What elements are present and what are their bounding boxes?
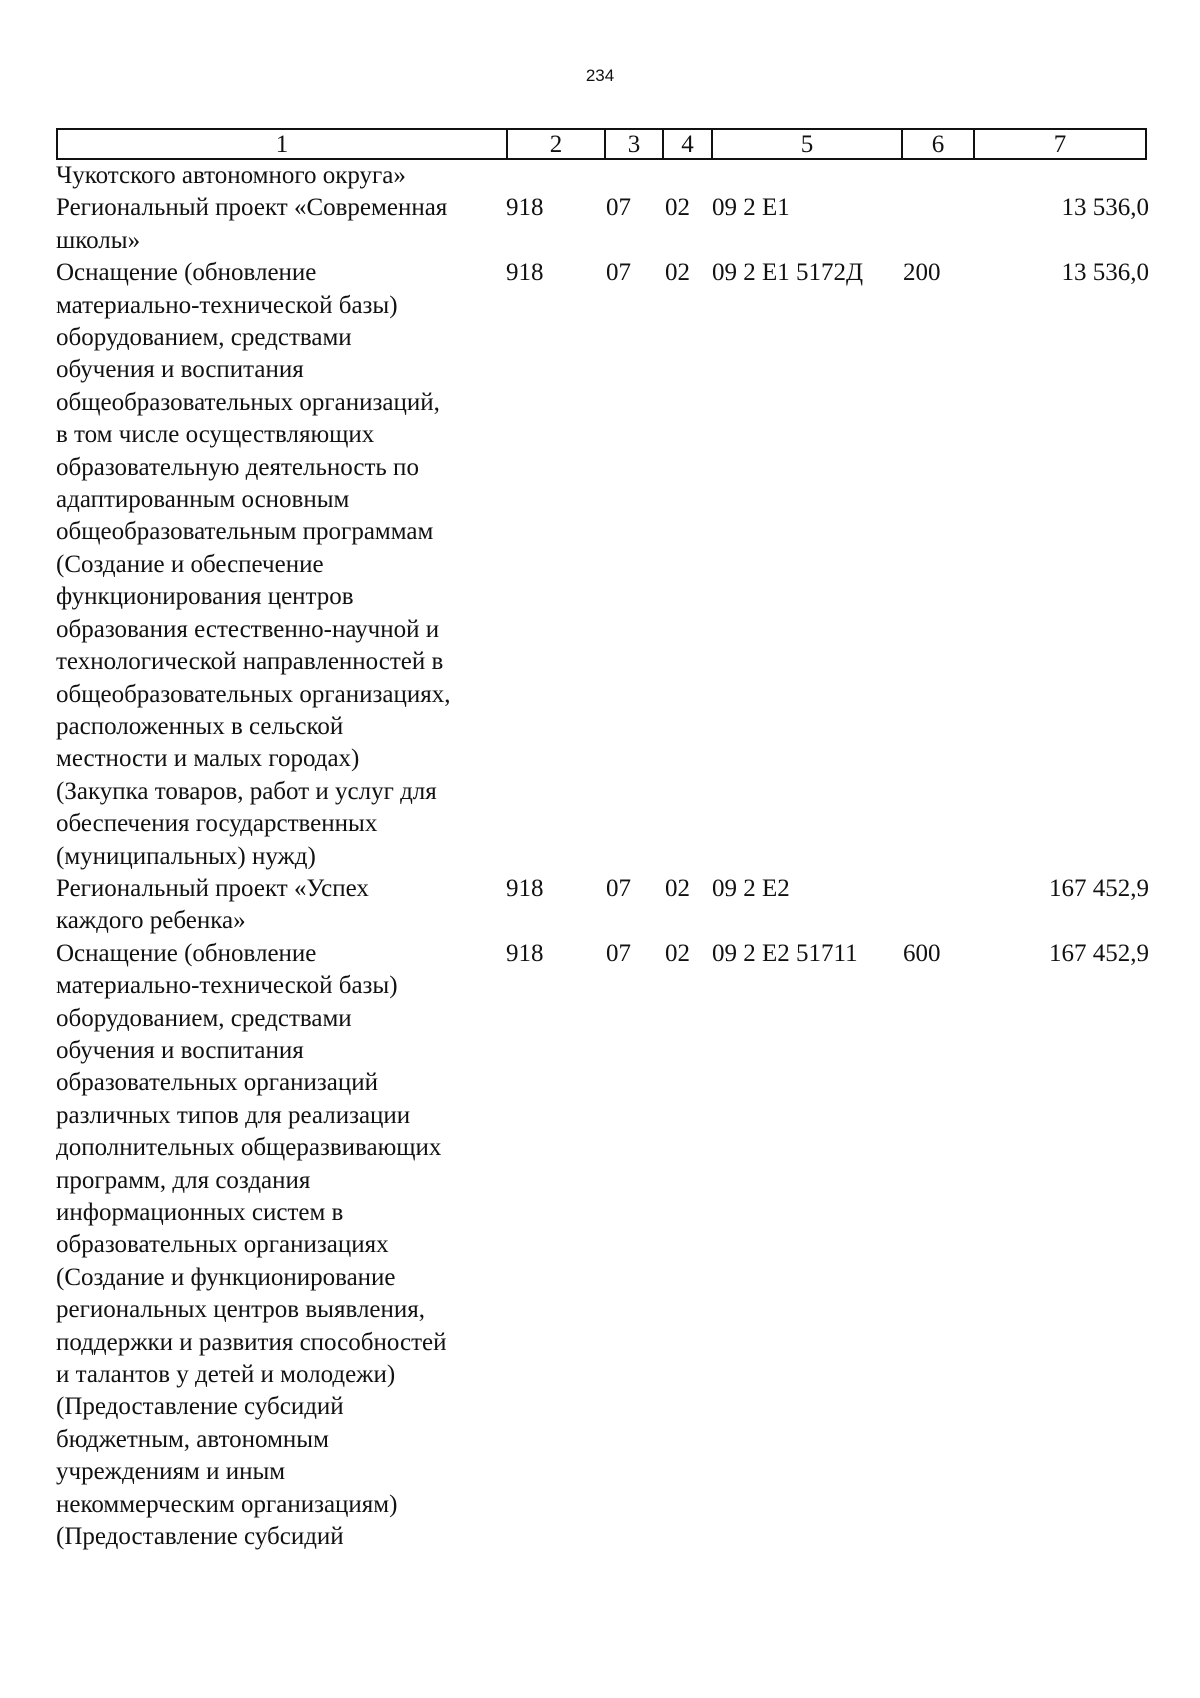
column-header-7: 7 bbox=[973, 128, 1147, 160]
section-code-cell: 07 bbox=[606, 259, 631, 287]
table-row bbox=[56, 160, 1149, 192]
row-name-cell: Оснащение (обновление материально-технической базы) оборудованием, средствами обучения и воспитания образовательных организаций различных типов для реализации дополнительных общеразвивающих программ, для создания информационных систем в образовательных организациях (Создание и функционирование региональных центров выявления, поддержки и развития способностей и талантов у детей и молодежи) (Предоставление субсидий бюджетным, автономным учреждениям и иным некоммерческим организациям) (Предоставление субсидий bbox=[56, 939, 447, 1551]
section-code-cell bbox=[606, 160, 665, 192]
subsection-code-cell: 02 bbox=[665, 939, 690, 967]
column-header-4: 4 bbox=[662, 128, 713, 160]
column-header-5: 5 bbox=[711, 128, 903, 160]
table-header-row bbox=[56, 128, 1149, 160]
row-name-cell: Региональный проект «Современная школы» bbox=[56, 194, 448, 254]
section-code-cell: 07 bbox=[606, 939, 631, 967]
amount-cell: 167 452,9 bbox=[1049, 939, 1149, 967]
column-header-1: 1 bbox=[56, 128, 508, 160]
ministry-code-cell: 918 bbox=[506, 259, 544, 287]
table-row bbox=[56, 873, 1149, 938]
target-article-cell: 09 2 Е2 51711 bbox=[712, 939, 858, 967]
expense-type-cell bbox=[903, 160, 983, 192]
row-name-cell: Региональный проект «Успех каждого ребенка» bbox=[56, 874, 369, 935]
expense-type-cell: 200 bbox=[903, 259, 941, 287]
subsection-code-cell: 02 bbox=[665, 259, 690, 287]
column-header-2: 2 bbox=[506, 128, 606, 160]
ministry-code-cell: 918 bbox=[506, 874, 544, 902]
table-row bbox=[56, 192, 1149, 257]
target-article-cell: 09 2 Е2 bbox=[712, 874, 790, 902]
amount-cell: 13 536,0 bbox=[1061, 259, 1149, 287]
row-name-cell: Оснащение (обновление материально-технической базы) оборудованием, средствами обучения и воспитания общеобразовательных организаций, в том числе осуществляющих образовательную деятельность по адаптированным основным общеобразовательным программам (Создание и обеспечение функционирования центров образования естественно-научной и технологической направленностей в общеобразовательных организациях, расположенных в сельской местности и малых городах) (Закупка товаров, работ и услуг для обеспечения государственных (муниципальных) нужд) bbox=[56, 259, 451, 870]
subsection-code-cell: 02 bbox=[665, 874, 690, 902]
ministry-code-cell: 918 bbox=[506, 939, 544, 967]
amount-cell: 13 536,0 bbox=[1061, 194, 1149, 222]
section-code-cell: 07 bbox=[606, 874, 631, 902]
target-article-cell bbox=[712, 160, 903, 192]
table-row bbox=[56, 257, 1149, 873]
expense-type-cell bbox=[903, 873, 983, 938]
ministry-code-cell: 918 bbox=[506, 194, 544, 222]
amount-cell: 167 452,9 bbox=[1049, 874, 1149, 902]
ministry-code-cell bbox=[506, 160, 606, 192]
expense-type-cell: 600 bbox=[903, 939, 941, 967]
column-header-3: 3 bbox=[604, 128, 664, 160]
row-name-cell: Чукотского автономного округа» bbox=[56, 162, 406, 189]
amount-cell bbox=[983, 160, 1149, 192]
target-article-cell: 09 2 Е1 5172Д bbox=[712, 259, 864, 287]
budget-table bbox=[56, 128, 1149, 1553]
subsection-code-cell: 02 bbox=[665, 194, 690, 222]
page-number: 234 bbox=[585, 66, 615, 85]
subsection-code-cell bbox=[665, 160, 712, 192]
target-article-cell: 09 2 Е1 bbox=[712, 194, 790, 222]
expense-type-cell bbox=[903, 192, 983, 257]
section-code-cell: 07 bbox=[606, 194, 631, 222]
table-row bbox=[56, 938, 1149, 1554]
column-header-6: 6 bbox=[901, 128, 975, 160]
